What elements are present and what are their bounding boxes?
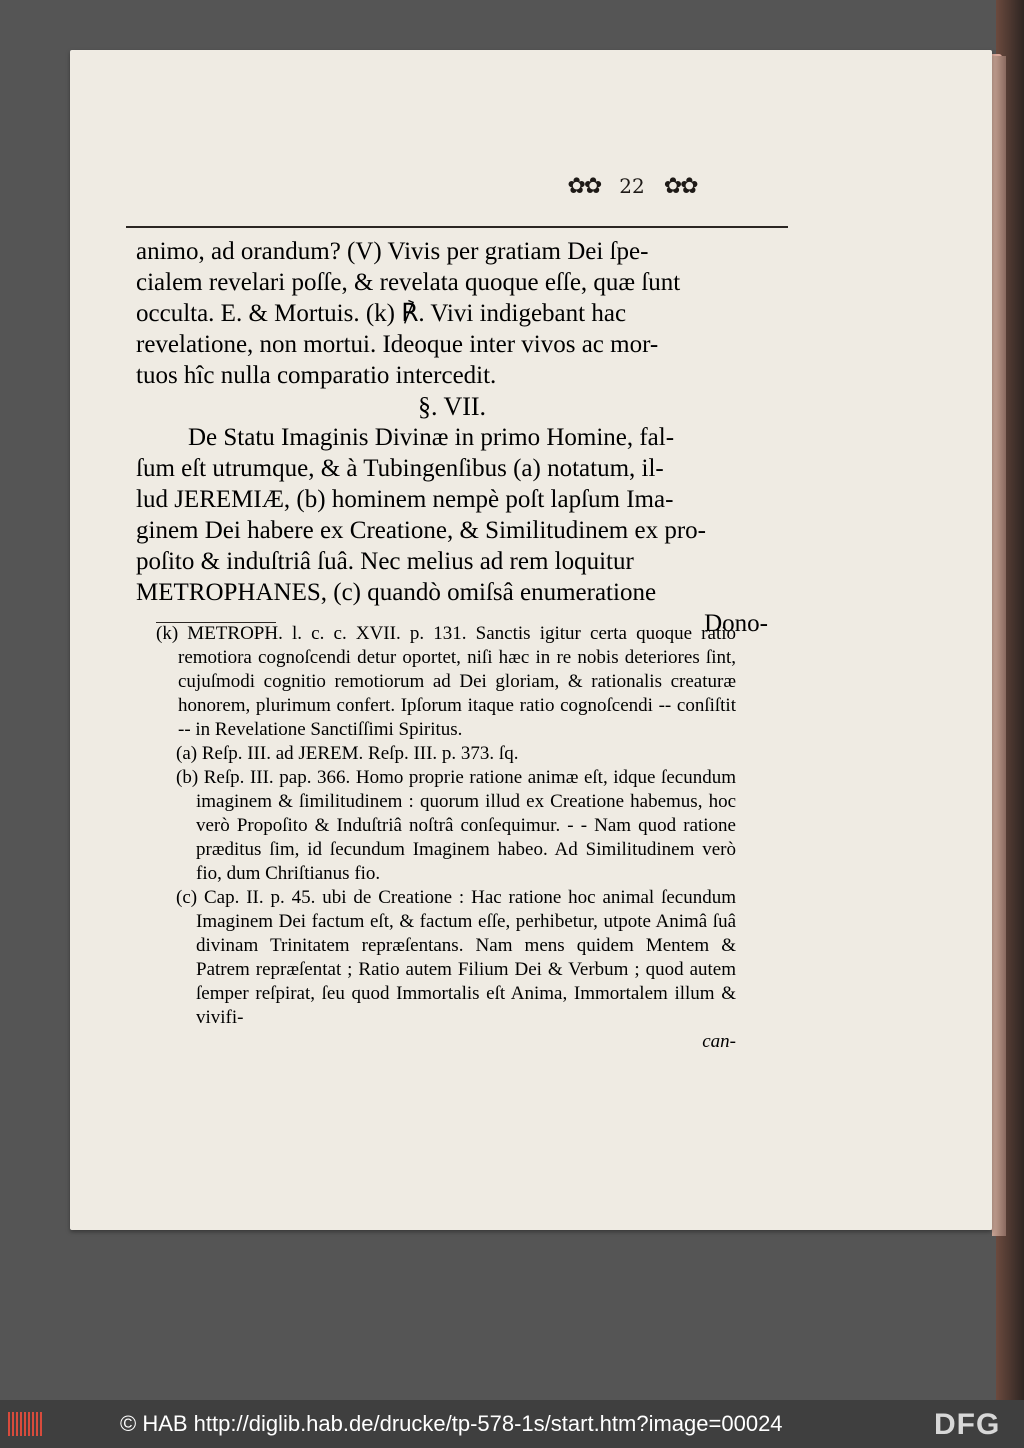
catchword: Dono- — [704, 610, 768, 637]
viewer-footer — [0, 1400, 1024, 1448]
dfg-logo: DFG — [934, 1408, 1001, 1441]
text-line: tuos hîc nulla comparatio intercedit. — [136, 362, 497, 389]
source-link[interactable]: © HAB http://diglib.hab.de/drucke/tp-578-1s/start.htm?image=00024 — [120, 1411, 783, 1436]
footnote-a: (a) Reſp. III. ad JEREM. Reſp. III. p. 373. ſq. — [176, 743, 519, 764]
footnote-k: (k) METROPH. l. c. c. XVII. p. 131. Sanctis igitur certa quoque ratio remotiora cognoſcendi detur oportet, niſi hæc in re nobis deteriores ſint, cujuſmodi cognitio remotiorum ad Dei gloriam, & rationalis creaturæ honorem, plurimum confert. Ipſorum itaque ratio cognoſcendi -- conſiſtit -- in Revelatione Sanctiſſimi Spiritus. — [156, 623, 736, 740]
footnote-catchword: can- — [702, 1031, 736, 1052]
text-line: ſum eſt utrumque, & à Tubingenſibus (a) notatum, il- — [136, 455, 664, 482]
footnote-c: (c) Cap. II. p. 45. ubi de Creatione : Hac ratione hoc animal ſecundum Imaginem Dei factum eſt, & factum eſſe, perhibetur, utpote Animâ ſuâ divinam Trinitatem repræſentans. Nam mens quidem Mentem & Patrem repræſentat ; Ratio autem Filium Dei & Verbum ; quod autem ſemper reſpirat, ſeu quod Immortalis eſt Anima, Immortalem illum & vivifi- — [176, 887, 736, 1028]
text-line: METROPHANES, (c) quandò omiſsâ enumeratione — [136, 579, 657, 606]
text-line: animo, ad orandum? (V) Vivis per gratiam Dei ſpe- — [136, 238, 649, 265]
page-spine — [992, 56, 1006, 1236]
text-line: cialem revelari poſſe, & revelata quoque eſſe, quæ ſunt — [136, 269, 681, 296]
running-head — [296, 174, 968, 214]
main-text — [136, 236, 768, 639]
text-line: revelatione, non mortui. Ideoque inter vivos ac mor- — [136, 331, 659, 358]
footnote-b: (b) Reſp. III. pap. 366. Homo proprie ratione animæ eſt, idque ſecundum imaginem & ſimilitudinem : quorum illud ex Creatione habemus, hoc verò Propoſito & Induſtriâ noſtrâ conſequimur. - - Nam quod ratione præditus ſim, id ſecundum Imaginem habeo. Ad Similitudinem verò fio, dum Chriſtianus fio. — [176, 767, 736, 884]
text-line: lud JEREMIÆ, (b) hominem nempè poſt lapſum Ima- — [136, 486, 674, 513]
ornament-right-icon: ✿✿ — [663, 174, 697, 199]
page-number: 22 — [619, 174, 645, 198]
text-line: poſito & induſtriâ ſuâ. Nec melius ad rem loquitur — [136, 548, 634, 575]
barcode-icon — [8, 1412, 44, 1436]
text-line: ginem Dei habere ex Creatione, & Similitudinem ex pro- — [136, 517, 706, 544]
text-line: occulta. E. & Mortuis. (k) ℟. Vivi indigebant hac — [136, 300, 627, 327]
text-block — [296, 174, 968, 214]
footnotes — [156, 622, 736, 1054]
book-page — [70, 50, 992, 1230]
text-line: De Statu Imaginis Divinæ in primo Homine, fal- — [188, 424, 675, 451]
section-heading: §. VII. — [417, 392, 487, 421]
header-rule — [126, 226, 788, 228]
ornament-left-icon: ✿✿ — [567, 174, 601, 199]
